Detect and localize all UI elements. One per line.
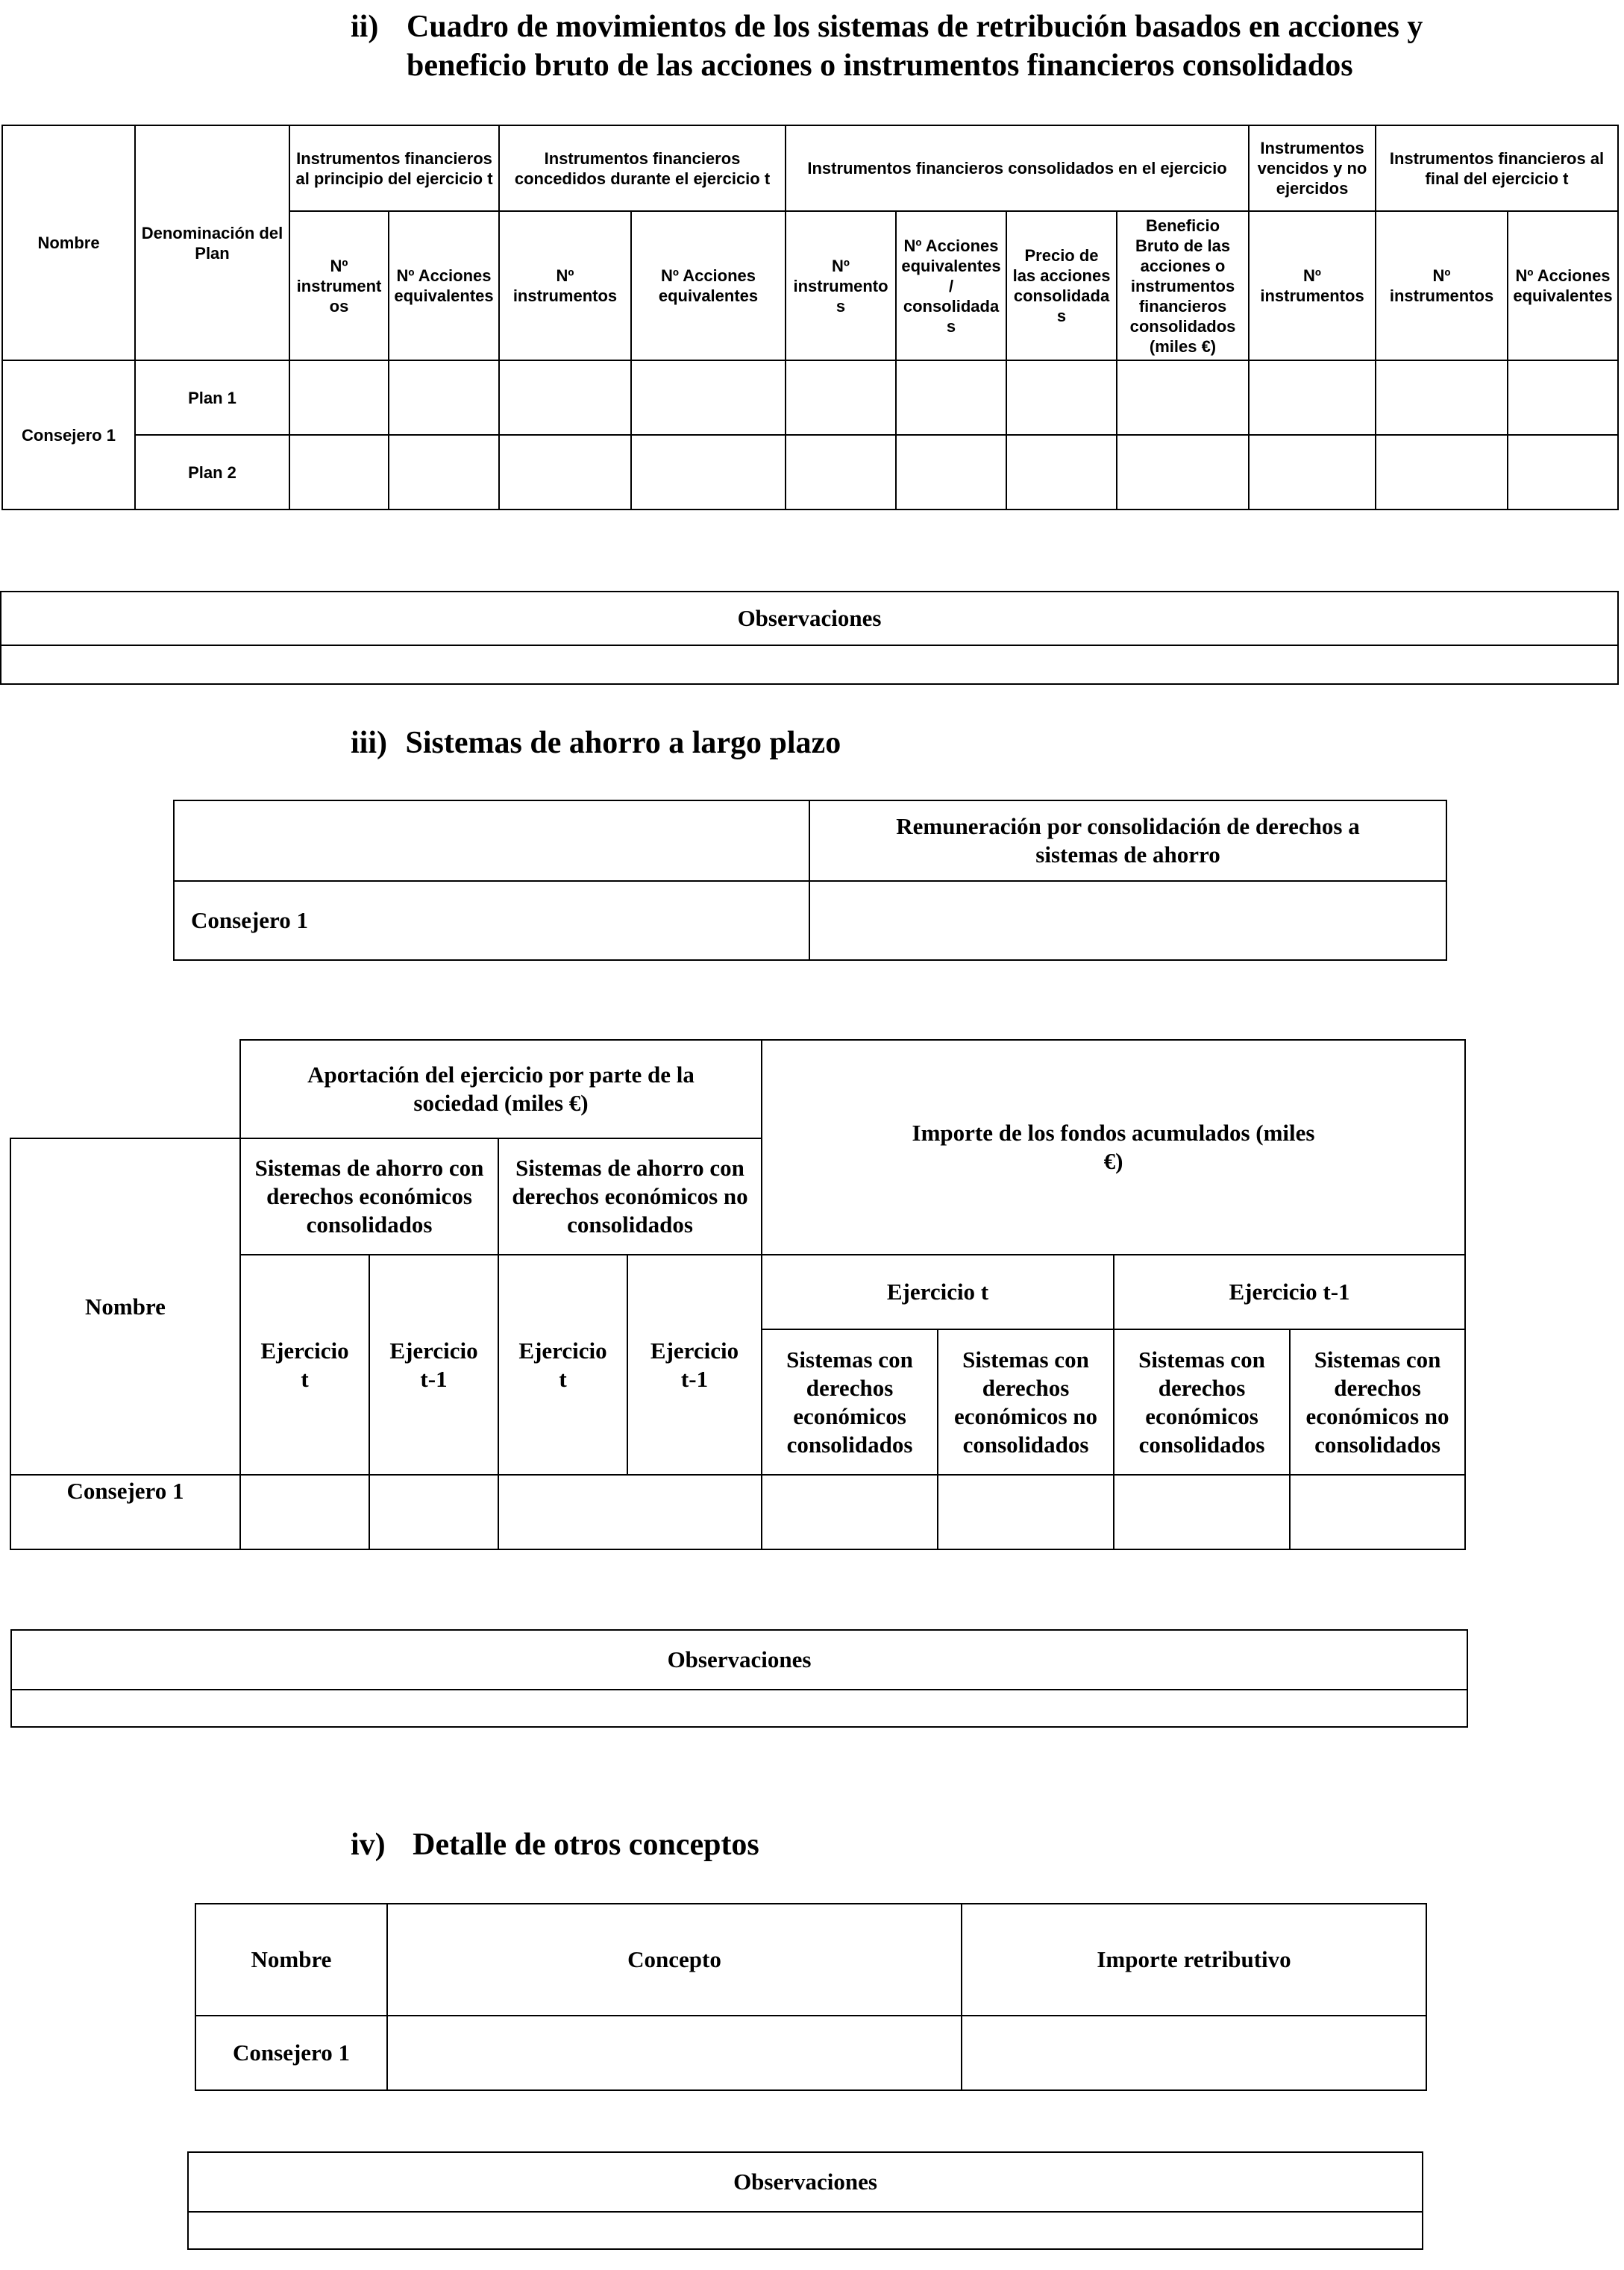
header-con-inst: Nº instrumentos	[499, 211, 631, 360]
cell[interactable]	[762, 1475, 938, 1549]
header-cons-inst: Nº instrumentos	[786, 211, 896, 360]
cell[interactable]	[962, 2016, 1426, 2090]
section-iii-title: Sistemas de ahorro a largo plazo	[405, 726, 841, 760]
header-sist-consolidados: Sistemas de ahorro con derechos económicos consolidados	[240, 1138, 498, 1255]
observaciones-iii-table	[10, 1629, 1468, 1728]
header-concedidos: Instrumentos financieros concedidos durante el ejercicio t	[499, 125, 786, 211]
header-fondos-t-consolidados: Sistemas con derechos económicos consolidados	[762, 1329, 938, 1475]
ahorro-aportacion-table	[10, 1039, 1466, 1550]
observaciones-ii-field[interactable]	[1, 645, 1618, 684]
cell[interactable]	[389, 435, 499, 510]
cell[interactable]	[499, 360, 631, 435]
header-con-acc: Nº Acciones equivalentes	[631, 211, 786, 360]
row-name: Consejero 1	[195, 2016, 387, 2090]
section-iv-heading	[351, 1825, 1246, 1864]
cell[interactable]	[289, 360, 389, 435]
header-nombre: Nombre	[10, 1138, 240, 1475]
header-importe: Importe de los fondos acumulados (miles €)	[762, 1040, 1465, 1255]
blank-corner	[10, 1040, 240, 1138]
header-fondos-t1: Ejercicio t-1	[1114, 1255, 1465, 1329]
header-plan: Denominación del Plan	[135, 125, 289, 360]
cell[interactable]	[938, 1475, 1114, 1549]
header-fin-acc: Nº Acciones equivalentes	[1508, 211, 1618, 360]
row-name: Consejero 1	[174, 881, 809, 960]
plan-2-label: Plan 2	[135, 435, 289, 510]
observaciones-ii-label: Observaciones	[1, 592, 1618, 645]
cell[interactable]	[809, 881, 1446, 960]
observaciones-iv-table	[187, 2151, 1423, 2250]
header-concepto: Concepto	[387, 1904, 962, 2016]
cell[interactable]	[289, 435, 389, 510]
empty-header-cell	[174, 800, 809, 881]
header-ap-cons-t1: Ejercicio t-1	[369, 1255, 498, 1475]
cell[interactable]	[786, 360, 896, 435]
section-ii-number: ii)	[351, 10, 379, 44]
section-iii-number: iii)	[351, 726, 387, 760]
header-nombre: Nombre	[2, 125, 135, 360]
header-ap-nocons-t1: Ejercicio t-1	[627, 1255, 762, 1475]
section-ii-heading	[351, 7, 1514, 85]
header-fin-inst: Nº instrumentos	[1376, 211, 1508, 360]
table-row	[2, 435, 1618, 510]
header-fondos-t-no-consolidados: Sistemas con derechos económicos no consolidados	[938, 1329, 1114, 1475]
cell[interactable]	[498, 1475, 762, 1549]
header-final: Instrumentos financieros al final del ejercicio t	[1376, 125, 1618, 211]
section-iv-title: Detalle de otros conceptos	[413, 1828, 759, 1862]
header-ven-inst: Nº instrumentos	[1249, 211, 1376, 360]
cell[interactable]	[1117, 435, 1249, 510]
table-row	[195, 2016, 1426, 2090]
cell[interactable]	[240, 1475, 369, 1549]
share-plans-table	[1, 125, 1619, 510]
table-row	[2, 360, 1618, 435]
header-fondos-t1-consolidados: Sistemas con derechos económicos consolidados	[1114, 1329, 1290, 1475]
header-sist-no-consolidados: Sistemas de ahorro con derechos económicos no consolidados	[498, 1138, 762, 1255]
observaciones-iii-label: Observaciones	[11, 1630, 1467, 1690]
cell[interactable]	[1117, 360, 1249, 435]
header-consolidados: Instrumentos financieros consolidados en el ejercicio	[786, 125, 1249, 211]
cell[interactable]	[1508, 360, 1618, 435]
section-iii-heading	[351, 724, 1246, 762]
cell[interactable]	[1114, 1475, 1290, 1549]
cell[interactable]	[631, 435, 786, 510]
plan-1-label: Plan 1	[135, 360, 289, 435]
header-ini-inst: Nº instrumentos	[289, 211, 389, 360]
cell[interactable]	[896, 360, 1006, 435]
cell[interactable]	[1006, 360, 1117, 435]
header-aportacion: Aportación del ejercicio por parte de la sociedad (miles €)	[240, 1040, 762, 1138]
cell[interactable]	[1376, 435, 1508, 510]
header-inicio: Instrumentos financieros al principio del ejercicio t	[289, 125, 499, 211]
cell[interactable]	[1508, 435, 1618, 510]
cell[interactable]	[1249, 435, 1376, 510]
header-ap-cons-t: Ejercicio t	[240, 1255, 369, 1475]
cell[interactable]	[499, 435, 631, 510]
observaciones-iii-field[interactable]	[11, 1690, 1467, 1727]
cell[interactable]	[387, 2016, 962, 2090]
header-ini-acc: Nº Acciones equivalentes	[389, 211, 499, 360]
table-row	[10, 1475, 1465, 1549]
ahorro-consolidacion-table	[173, 800, 1447, 961]
header-nombre: Nombre	[195, 1904, 387, 2016]
observaciones-iv-field[interactable]	[188, 2212, 1423, 2249]
cell[interactable]	[786, 435, 896, 510]
section-iv-number: iv)	[351, 1828, 386, 1862]
cell[interactable]	[896, 435, 1006, 510]
header-cons-benef: Beneficio Bruto de las acciones o instrumentos financieros consolidados (miles €)	[1117, 211, 1249, 360]
header-vencidos: Instrumentos vencidos y no ejercidos	[1249, 125, 1376, 211]
cell[interactable]	[631, 360, 786, 435]
section-ii-title-line2: beneficio bruto de las acciones o instrumentos financieros consolidados	[407, 48, 1353, 83]
cell[interactable]	[1249, 360, 1376, 435]
cell[interactable]	[1290, 1475, 1465, 1549]
cell[interactable]	[1376, 360, 1508, 435]
observaciones-ii-table	[0, 591, 1619, 685]
header-importe: Importe retributivo	[962, 1904, 1426, 2016]
row-name: Consejero 1	[2, 360, 135, 510]
cell[interactable]	[1006, 435, 1117, 510]
header-remuneracion: Remuneración por consolidación de derechos a sistemas de ahorro	[809, 800, 1446, 881]
header-fondos-t1-no-consolidados: Sistemas con derechos económicos no consolidados	[1290, 1329, 1465, 1475]
row-name: Consejero 1	[10, 1475, 240, 1549]
header-cons-acc: Nº Acciones equivalentes / consolidadas	[896, 211, 1006, 360]
header-cons-precio: Precio de las acciones consolidadas	[1006, 211, 1117, 360]
header-fondos-t: Ejercicio t	[762, 1255, 1114, 1329]
otros-conceptos-table	[195, 1903, 1427, 2091]
cell[interactable]	[369, 1475, 498, 1549]
section-ii-title-line1: Cuadro de movimientos de los sistemas de retribución basados en acciones y	[407, 10, 1423, 44]
cell[interactable]	[389, 360, 499, 435]
observaciones-iv-label: Observaciones	[188, 2152, 1423, 2212]
header-ap-nocons-t: Ejercicio t	[498, 1255, 627, 1475]
